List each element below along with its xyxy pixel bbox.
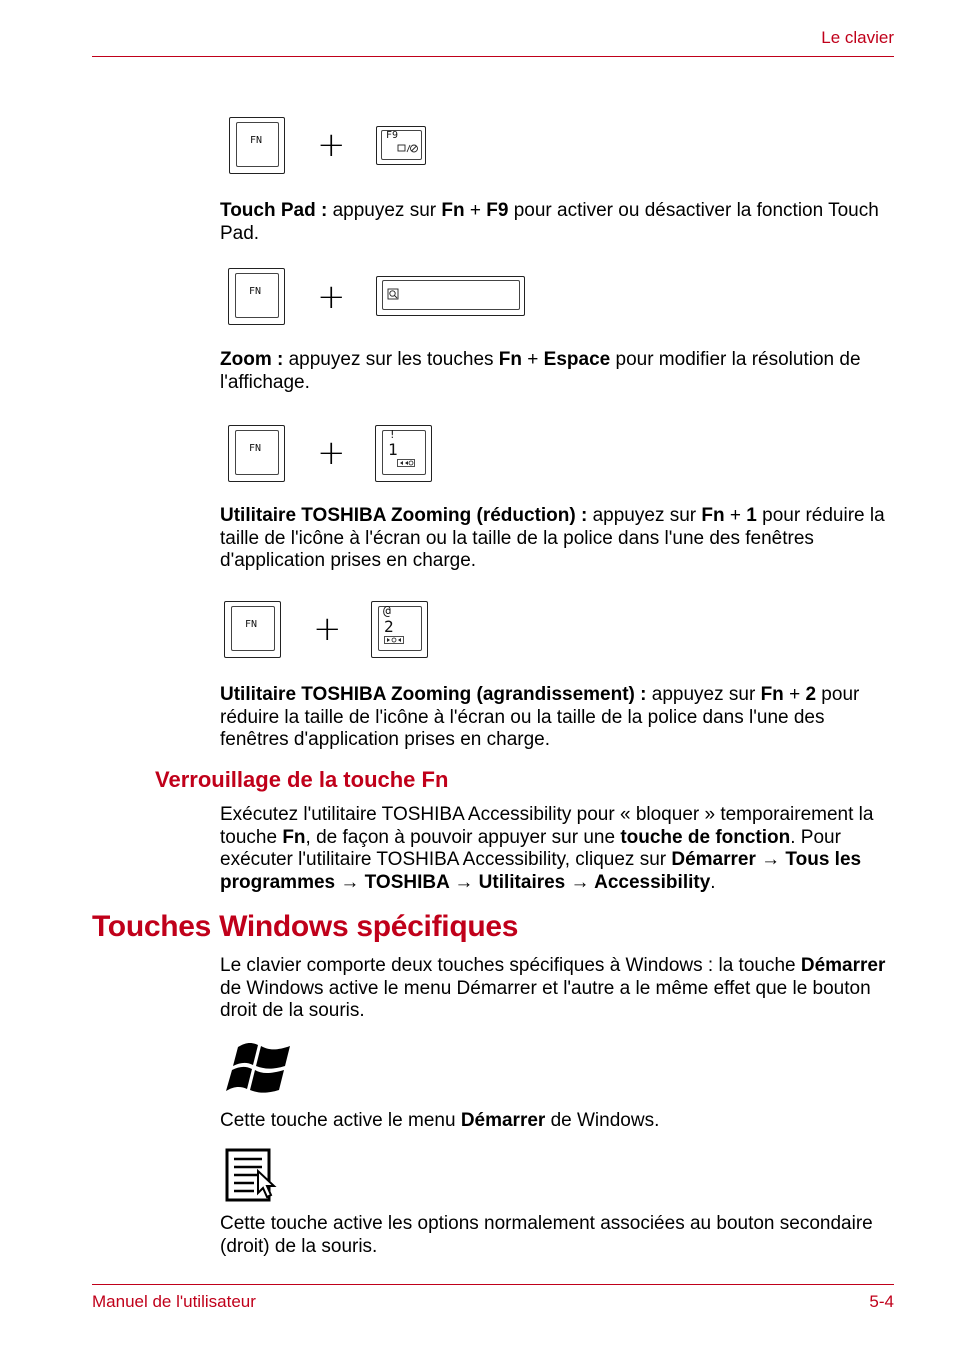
running-header: Le clavier [821,28,894,47]
fn-lock-paragraph: Exécutez l'utilitaire TOSHIBA Accessibility pour « bloquer » temporairement la touche Fn, de façon à pouvoir appuyer sur une touche de fonction. Pour exécuter l'utilitaire TOSHIBA Accessibility, cliquez sur Démarrer → Tous les programmes → TOSHIBA → Utilitaires → Accessibility. [220,804,874,893]
footer-rule [92,1284,894,1285]
fn-key-icon: FN [224,601,281,658]
windows-keys-paragraph: Le clavier comporte deux touches spécifiques à Windows : la touche Démarrer de Windows active le menu Démarrer et l'autre a le même effet que le bouton droit de la souris. [220,955,886,1021]
touchpad-icon [397,144,419,154]
footer-manual-title: Manuel de l'utilisateur [92,1292,256,1311]
space-key-icon [376,276,525,316]
start-key-paragraph: Cette touche active le menu Démarrer de Windows. [220,1110,660,1131]
plus-sign: + [317,277,346,317]
zoom-out-icon [397,459,415,467]
fn-key-icon: FN [228,425,285,482]
zoom-reduce-paragraph: Utilitaire TOSHIBA Zooming (réduction) : appuyez sur Fn + 1 pour réduire la taille de l'icône à l'écran ou la taille de la police dans l'une des fenêtres d'application prises en charge. [220,505,885,571]
plus-sign: + [313,609,342,649]
header-rule [92,56,894,57]
zoom-enlarge-paragraph: Utilitaire TOSHIBA Zooming (agrandissement) : appuyez sur Fn + 2 pour réduire la taille de l'icône à l'écran ou la taille de la police dans l'une des fenêtres d'application prises en charge. [220,684,860,750]
touchpad-paragraph: Touch Pad : appuyez sur Fn + F9 pour activer ou désactiver la fonction Touch Pad. [220,200,879,244]
key-1-icon: ! 1 [375,425,432,482]
application-key-icon [224,1147,280,1203]
windows-keys-heading: Touches Windows spécifiques [92,910,519,943]
zoom-icon [387,288,399,300]
app-key-paragraph: Cette touche active les options normalement associées au bouton secondaire (droit) de la souris. [220,1213,873,1257]
key-2-icon: @ 2 [371,601,428,658]
fn-key-icon: FN [228,268,285,325]
plus-sign: + [317,125,346,165]
windows-logo-icon [224,1039,292,1101]
footer-page-number: 5-4 [869,1292,894,1311]
zoom-paragraph: Zoom : appuyez sur les touches Fn + Espace pour modifier la résolution de l'affichage. [220,349,861,393]
f9-key-icon: F9 [376,126,426,165]
fn-key-icon: FN [229,117,285,174]
plus-sign: + [317,433,346,473]
zoom-in-icon [384,636,404,644]
fn-lock-heading: Verrouillage de la touche Fn [155,767,449,792]
